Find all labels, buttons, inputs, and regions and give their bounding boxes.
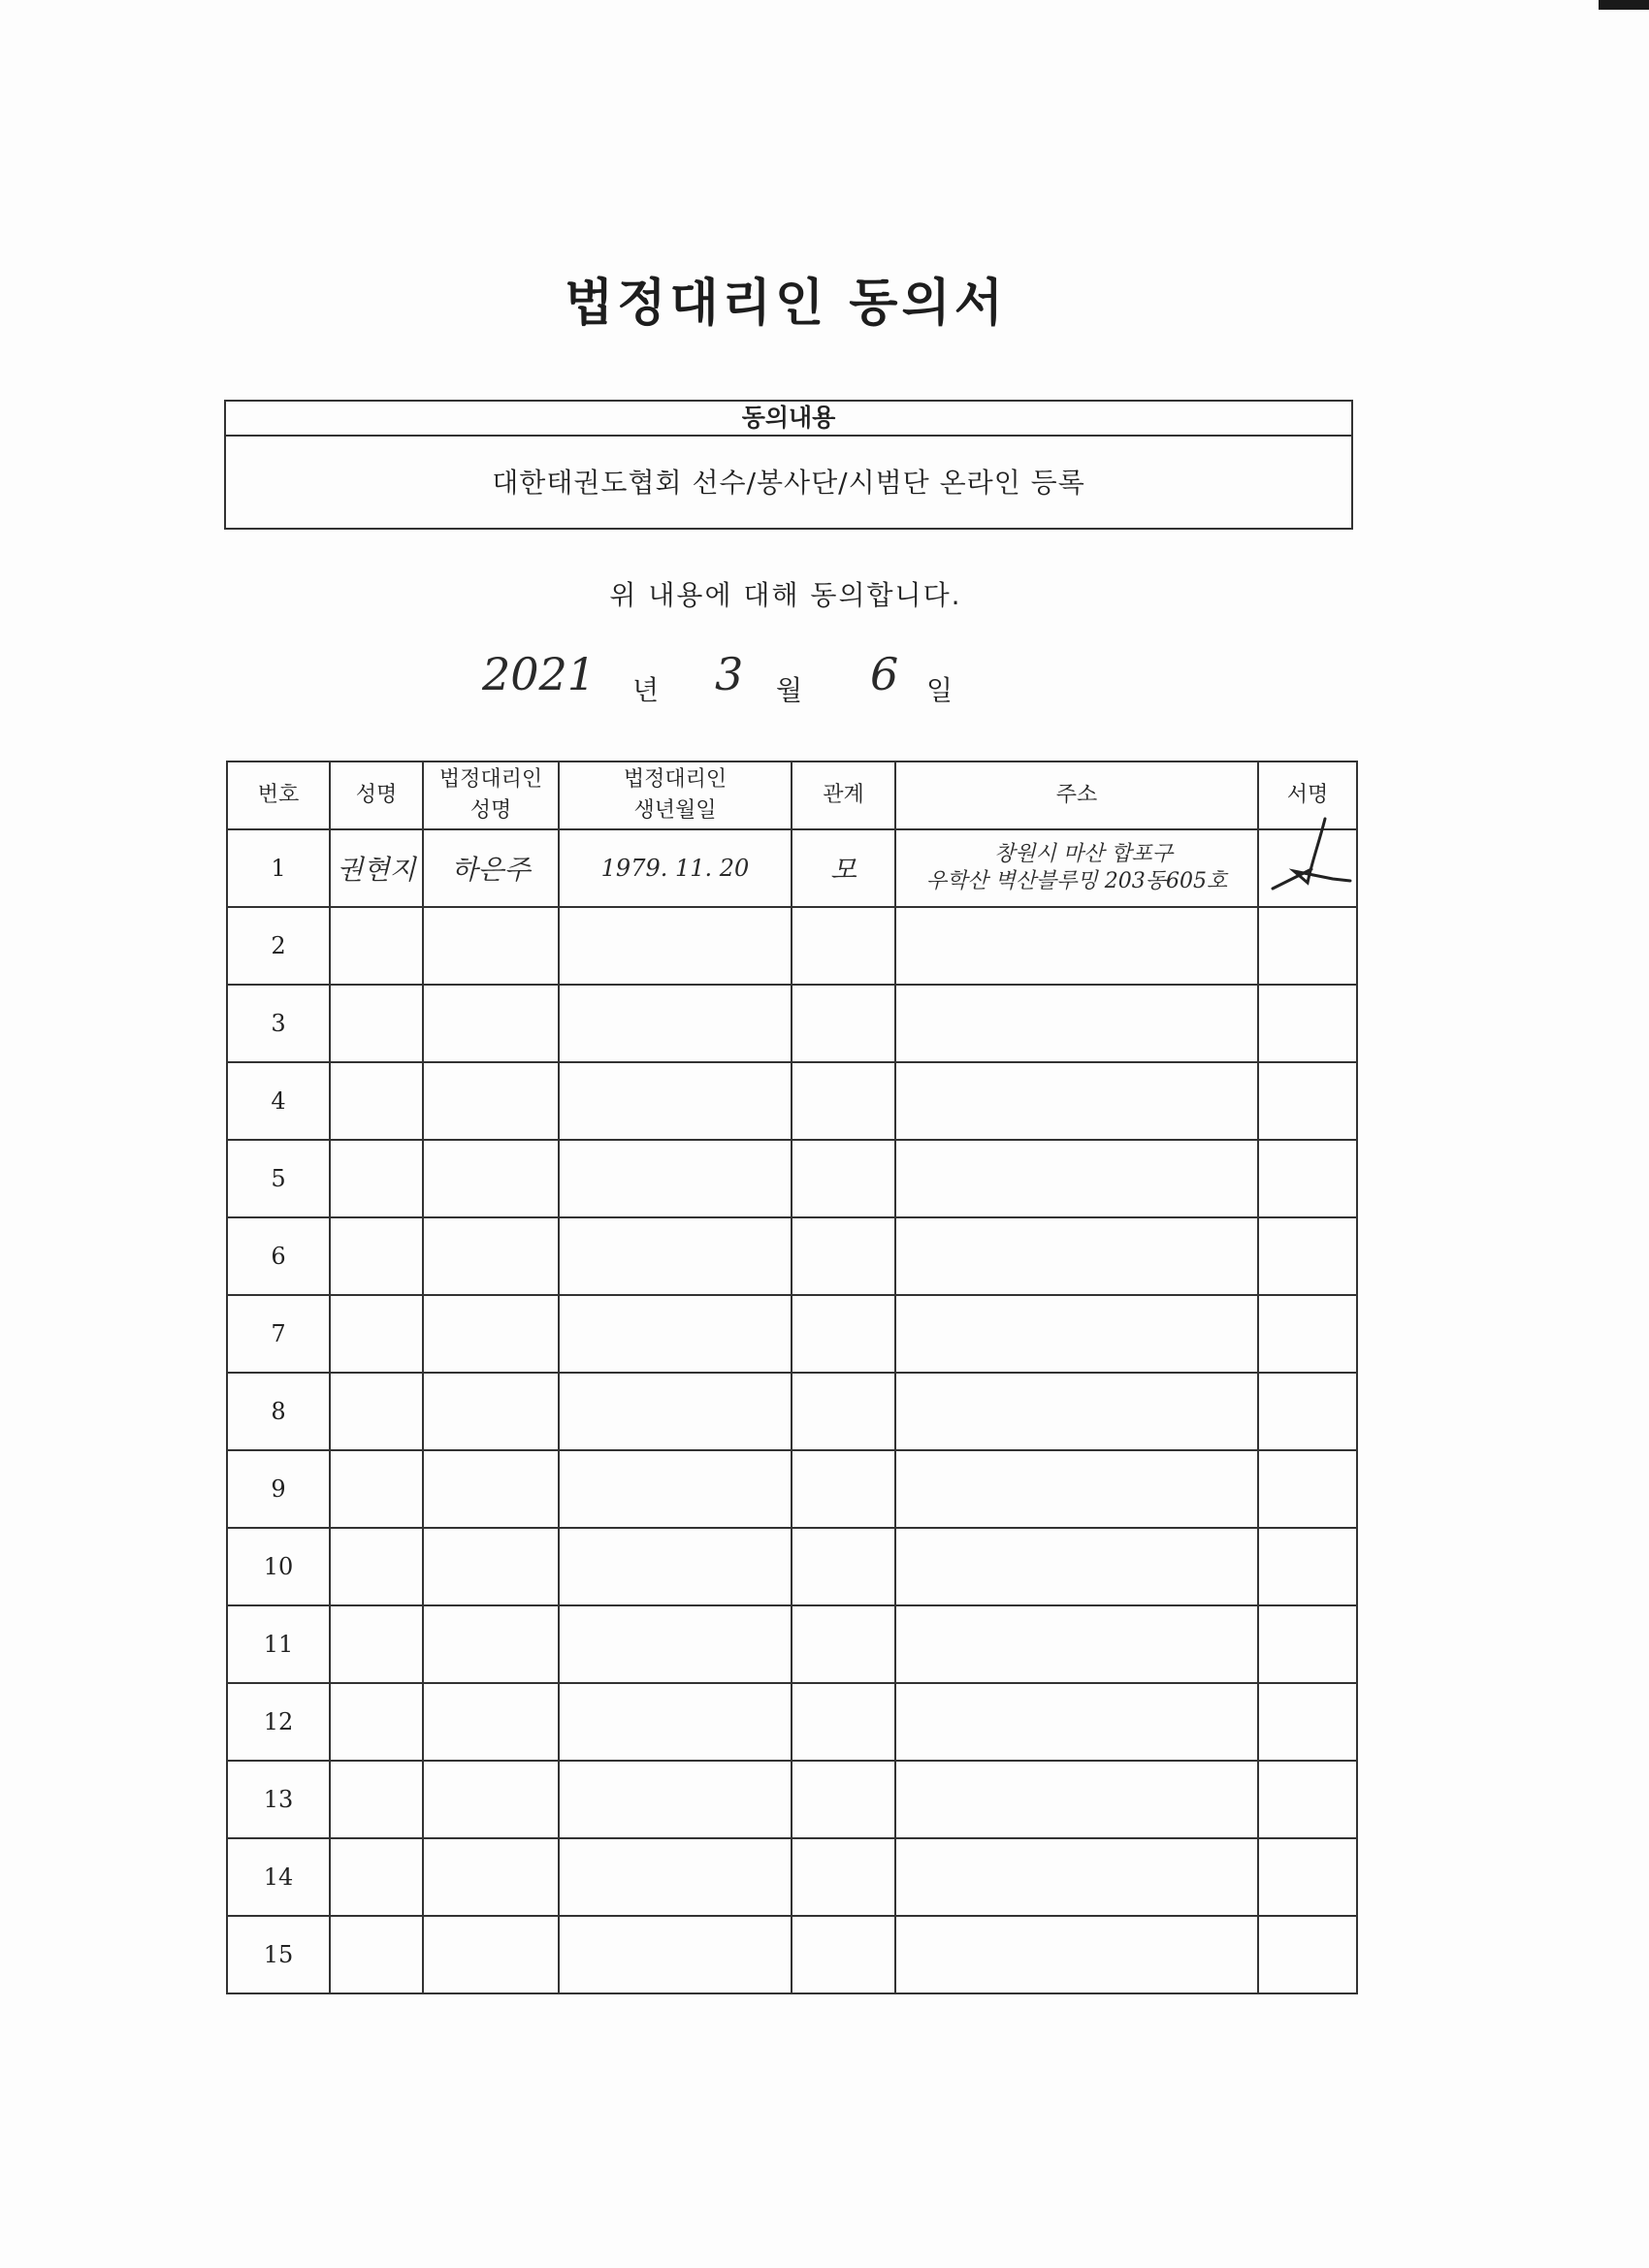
relation-cell: [792, 1373, 895, 1450]
table-row: [227, 907, 1357, 985]
relation-cell: [792, 985, 895, 1062]
guardian-birth-cell: [559, 1761, 792, 1838]
guardian-birth-cell: [559, 1295, 792, 1373]
row-number: 4: [227, 1062, 330, 1140]
guardian-name-cell: [423, 1217, 559, 1295]
consent-box: [224, 400, 1353, 530]
date-month-unit: 월: [776, 674, 803, 706]
guardian-birth-cell: [559, 985, 792, 1062]
signature-cell: [1258, 1838, 1357, 1916]
relation-cell: [792, 829, 895, 907]
agreement-text: 위 내용에 대해 동의합니다.: [609, 579, 962, 611]
member-name-cell: [330, 1838, 423, 1916]
member-name-cell: [330, 1140, 423, 1217]
guardian-name-cell: [423, 985, 559, 1062]
member-name-cell: [330, 1373, 423, 1450]
row-number: 2: [227, 907, 330, 985]
date-day-unit: 일: [926, 674, 954, 706]
member-name-cell: [330, 1217, 423, 1295]
date-year: 2021: [482, 648, 597, 700]
address-cell: [895, 1605, 1258, 1683]
address-cell: [895, 1683, 1258, 1761]
address-line-2: 우학산 벽산블루밍 203동605호: [925, 869, 1228, 893]
address-line-1: 창원시 마산 합포구: [993, 842, 1173, 866]
table-row: [227, 1605, 1357, 1683]
address-cell: [895, 985, 1258, 1062]
member-name-cell: [330, 1605, 423, 1683]
signature-cell: [1258, 1140, 1357, 1217]
guardian-name-cell: [423, 1450, 559, 1528]
signature-cell: [1258, 1062, 1357, 1140]
header-address: 주소: [895, 761, 1258, 829]
page-title: 법정대리인 동의서: [565, 275, 1007, 333]
relation-cell: [792, 1838, 895, 1916]
consent-content: 대한태권도협회 선수/봉사단/시범단 온라인 등록: [492, 467, 1085, 499]
guardian-table: [226, 761, 1358, 1994]
row-number: 5: [227, 1140, 330, 1217]
guardian-birth-cell: [559, 1450, 792, 1528]
member-name-cell: [330, 907, 423, 985]
signature-cell: [1258, 1373, 1357, 1450]
row-number: 1: [227, 829, 330, 907]
header-number: 번호: [227, 761, 330, 829]
member-name-cell: [330, 1450, 423, 1528]
relation-cell: [792, 1140, 895, 1217]
row-number: 12: [227, 1683, 330, 1761]
address-cell: [895, 1528, 1258, 1605]
signature-cell: [1258, 1295, 1357, 1373]
row-number: 14: [227, 1838, 330, 1916]
guardian-name-cell: [423, 1062, 559, 1140]
row-number: 15: [227, 1916, 330, 1993]
row-number: 6: [227, 1217, 330, 1295]
table-row: [227, 829, 1357, 907]
signature-cell: [1258, 1605, 1357, 1683]
header-guardian-name: 법정대리인 성명: [423, 761, 559, 829]
signature-cell: [1258, 907, 1357, 985]
guardian-birth-cell: [559, 1140, 792, 1217]
relation: 모: [829, 854, 857, 886]
guardian-birth-cell: [559, 1916, 792, 1993]
header-guardian-birth: 법정대리인 생년월일: [559, 761, 792, 829]
guardian-birth-cell: [559, 829, 792, 907]
address-cell: [895, 1295, 1258, 1373]
member-name-cell: [330, 1683, 423, 1761]
table-row: [227, 1528, 1357, 1605]
guardian-birth-cell: [559, 1838, 792, 1916]
signature-cell: [1258, 1761, 1357, 1838]
date-day: 6: [870, 648, 899, 700]
member-name-cell: [330, 1761, 423, 1838]
row-number: 11: [227, 1605, 330, 1683]
guardian-name-cell: [423, 1373, 559, 1450]
header-relation: 관계: [792, 761, 895, 829]
table-row: [227, 1683, 1357, 1761]
guardian-birth-cell: [559, 1683, 792, 1761]
address-cell: [895, 1062, 1258, 1140]
guardian-birth-cell: [559, 1373, 792, 1450]
table-header-row: [227, 761, 1357, 829]
relation-cell: [792, 1295, 895, 1373]
table-row: [227, 1217, 1357, 1295]
address-cell: [895, 1838, 1258, 1916]
header-name: 성명: [330, 761, 423, 829]
signature-mark: [1265, 813, 1362, 910]
signature-cell: [1258, 1217, 1357, 1295]
member-name-cell: [330, 1528, 423, 1605]
address-cell: [895, 1761, 1258, 1838]
table-row: [227, 1373, 1357, 1450]
address-cell: [895, 1916, 1258, 1993]
guardian-birth-cell: [559, 1605, 792, 1683]
relation-cell: [792, 1450, 895, 1528]
member-name-cell: [330, 829, 423, 907]
guardian-name-cell: [423, 1528, 559, 1605]
member-name: 권현지: [337, 854, 416, 886]
member-name-cell: [330, 1916, 423, 1993]
signature-cell: [1258, 1528, 1357, 1605]
guardian-name-cell: [423, 1295, 559, 1373]
relation-cell: [792, 1916, 895, 1993]
guardian-birth-cell: [559, 1217, 792, 1295]
row-number: 9: [227, 1450, 330, 1528]
date-month: 3: [715, 648, 744, 700]
date-line: [0, 648, 1649, 716]
signature-cell: [1258, 1450, 1357, 1528]
row-number: 10: [227, 1528, 330, 1605]
relation-cell: [792, 1683, 895, 1761]
table-row: [227, 1761, 1357, 1838]
guardian-name: 하은주: [451, 854, 531, 886]
table-row: [227, 1916, 1357, 1993]
guardian-name-cell: [423, 1761, 559, 1838]
row-number: 13: [227, 1761, 330, 1838]
scan-edge-mark: [1599, 0, 1649, 10]
signature-cell: [1258, 1916, 1357, 1993]
row-number: 8: [227, 1373, 330, 1450]
table-row: [227, 985, 1357, 1062]
table-row: [227, 1062, 1357, 1140]
date-year-unit: 년: [632, 674, 660, 706]
member-name-cell: [330, 985, 423, 1062]
address-cell: [895, 829, 1258, 907]
address-cell: [895, 1140, 1258, 1217]
header-signature: 서명: [1258, 761, 1357, 829]
table-row: [227, 1838, 1357, 1916]
relation-cell: [792, 1761, 895, 1838]
address-cell: [895, 1217, 1258, 1295]
address-cell: [895, 907, 1258, 985]
member-name-cell: [330, 1295, 423, 1373]
table-row: [227, 1140, 1357, 1217]
guardian-name-cell: [423, 1683, 559, 1761]
guardian-birth-cell: [559, 1528, 792, 1605]
address-cell: [895, 1450, 1258, 1528]
guardian-name-cell: [423, 1916, 559, 1993]
guardian-birth-cell: [559, 1062, 792, 1140]
guardian-name-cell: [423, 1140, 559, 1217]
address-cell: [895, 1373, 1258, 1450]
guardian-name-cell: [423, 829, 559, 907]
guardian-name-cell: [423, 1838, 559, 1916]
signature-cell: [1258, 829, 1357, 907]
guardian-name-cell: [423, 907, 559, 985]
consent-heading: 동의내용: [226, 402, 1351, 437]
table-row: [227, 1450, 1357, 1528]
table-row: [227, 1295, 1357, 1373]
guardian-name-cell: [423, 1605, 559, 1683]
row-number: 3: [227, 985, 330, 1062]
relation-cell: [792, 907, 895, 985]
signature-cell: [1258, 1683, 1357, 1761]
guardian-birth: 1979. 11. 20: [600, 855, 750, 882]
relation-cell: [792, 1605, 895, 1683]
member-name-cell: [330, 1062, 423, 1140]
relation-cell: [792, 1217, 895, 1295]
row-number: 7: [227, 1295, 330, 1373]
signature-cell: [1258, 985, 1357, 1062]
guardian-birth-cell: [559, 907, 792, 985]
relation-cell: [792, 1528, 895, 1605]
relation-cell: [792, 1062, 895, 1140]
